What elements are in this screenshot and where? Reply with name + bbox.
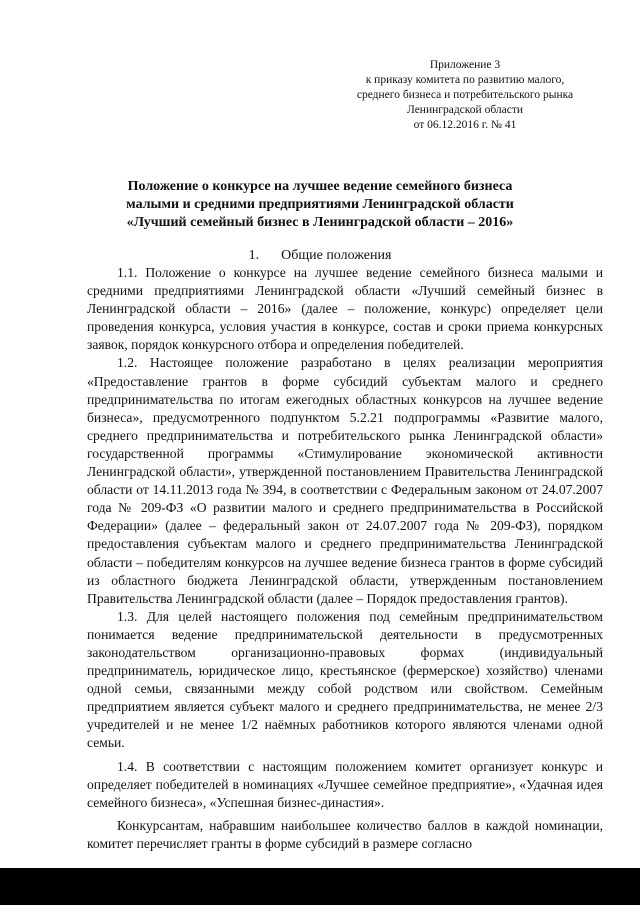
appendix-region: Ленинградской области [406, 104, 524, 116]
appendix-date: от 06.12.2016 г. № 41 [413, 119, 517, 131]
section-number: 1. [248, 248, 260, 263]
scan-bottom-border [0, 868, 640, 905]
title-line-3: «Лучший семейный бизнес в Ленинградской области – 2016» [126, 215, 514, 230]
paragraph-1-4: 1.4. В соответствии с настоящим положением комитет организует конкурс и определяет победителей в номинациях «Лучшее семейное предприятие», «Удачная идея семейного бизнеса», «Успешная бизнес-династия». [87, 758, 603, 810]
appendix-committee: среднего бизнеса и потребительского рынка [356, 89, 574, 101]
title-line-1: Положение о конкурсе на лучшее ведение семейного бизнеса [127, 179, 513, 194]
paragraph-1-1: 1.1. Положение о конкурсе на лучшее ведение семейного бизнеса малыми и средними предприятиями Ленинградской области «Лучший семейный бизнес в Ленинградской области – 2016» (далее – положение, конкурс) определяет цели проведения конкурса, условия участия в конкурсе, состав и сроки приема конкурсных заявок, порядок конкурсного отбора и определения победителей. [87, 265, 603, 353]
section-heading [0, 247, 640, 265]
appendix-order-ref: к приказу комитета по развитию малого, [365, 74, 565, 86]
paragraph-1-3: 1.3. Для целей настоящего положения под семейным предпринимательством понимается ведение предпринимательской деятельности в предусмотренных законодательством организационно-правовых формах (индивидуальный предприниматель, юридическое лицо, крестьянское (фермерское) хозяйство) членами одной семьи, связанными между собой родством или свойством. Семейным предприятием является субъект малого и среднего предпринимательства, не менее 2/3 учредителей и не менее 1/2 наёмных работников которого являются членами одной семьи. [87, 608, 603, 751]
appendix-number: Приложение 3 [429, 59, 501, 71]
section-title: Общие положения [281, 248, 392, 263]
document-body [87, 264, 603, 853]
title-line-2: малыми и средними предприятиями Ленинградской области [126, 197, 514, 212]
paragraph-grants: Конкурсантам, набравшим наибольшее количество баллов в каждой номинации, комитет перечисляет гранты в форме субсидий в размере согласно [87, 817, 603, 851]
appendix-header [330, 58, 600, 133]
document-title [80, 178, 560, 232]
paragraph-1-2: 1.2. Настоящее положение разработано в целях реализации мероприятия «Предоставление грантов в форме субсидий субъектам малого и среднего предпринимательства по итогам ежегодных областных конкурсов на лучшее ведение бизнеса», предусмотренного подпунктом 5.2.21 подпрограммы «Развитие малого, среднего предпринимательства и потребительского рынка Ленинградской области» государственной программы «Стимулирование экономической активности Ленинградской области», утвержденной постановлением Правительства Ленинградской области от 14.11.2013 года № 394, в соответствии с Федеральным законом от 24.07.2007 года № 209-ФЗ «О развитии малого и среднего предпринимательства в Российской Федерации» (далее – федеральный закон от 24.07.2007 года № 209-ФЗ), порядком предоставления субъектам малого и среднего предпринимательства Ленинградской области – победителям конкурсов на лучшее ведение бизнеса грантов в форме субсидий из областного бюджета Ленинградской области, утвержденным постановлением Правительства Ленинградской области (далее – Порядок предоставления грантов). [87, 355, 603, 606]
